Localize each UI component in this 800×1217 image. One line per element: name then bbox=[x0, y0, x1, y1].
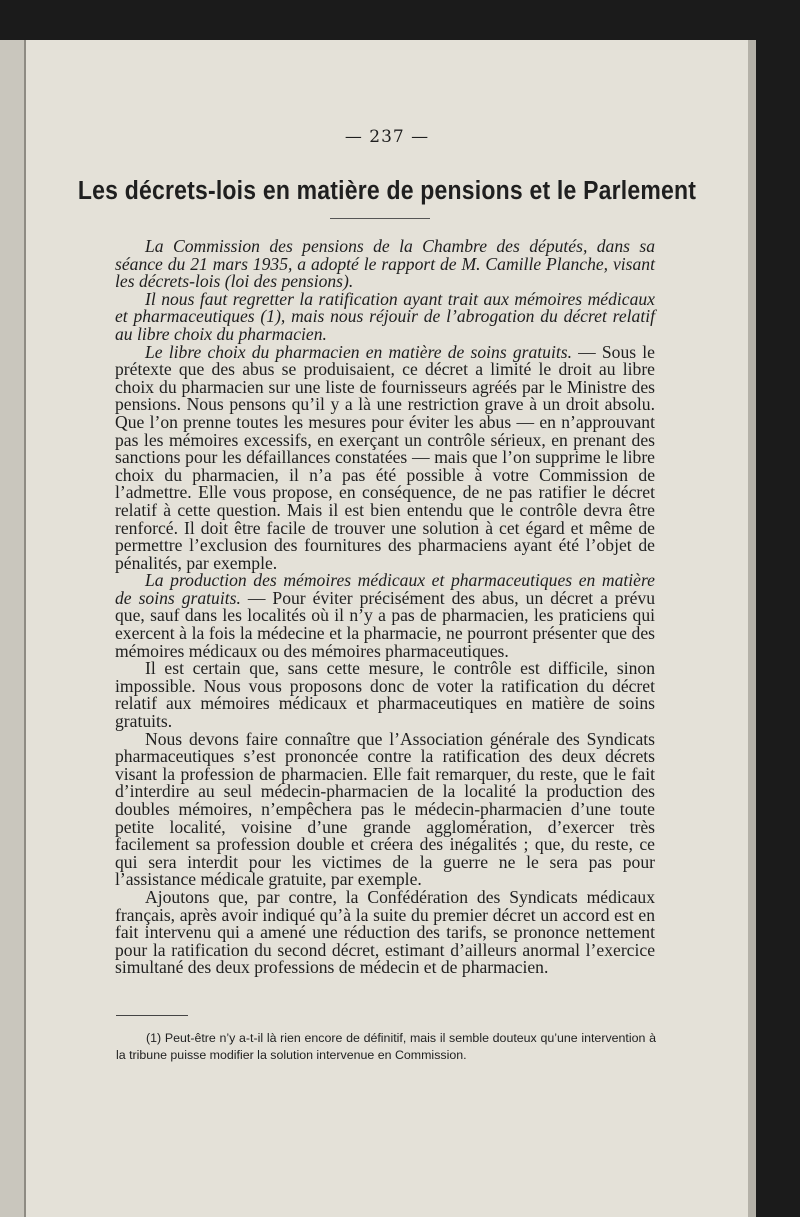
paragraph bbox=[115, 660, 655, 730]
page-edge bbox=[748, 40, 756, 1217]
paragraph bbox=[115, 572, 655, 660]
paragraph bbox=[115, 728, 655, 890]
article-body bbox=[115, 238, 655, 977]
section-heading: La production des mémoires médicaux et pharmaceutiques en matière de soins gratuits. bbox=[115, 570, 655, 608]
facing-page-edge bbox=[0, 40, 26, 1217]
title-divider bbox=[330, 218, 430, 219]
document-page bbox=[26, 40, 748, 1217]
paragraph-text: Ajoutons que, par contre, la Confédération des Syndicats médicaux français, après avoir indiqué qu’à la suite du premier décret un accord est en fait intervenu qui a amené une réduction des tarifs, se prononce nettement pour la ratification du second décret, estimant d’ailleurs anormal l’exercice simultané des deux professions de médecin et de pharmacien. bbox=[115, 886, 655, 978]
footnote-divider bbox=[116, 1015, 188, 1016]
page-number: — 237 — bbox=[344, 127, 430, 147]
paragraph bbox=[115, 341, 655, 573]
page-title: Les décrets-lois en matière de pensions et le Parlement bbox=[77, 175, 697, 205]
section-heading: Le libre choix du pharmacien en matière de soins gratuits. bbox=[145, 341, 572, 362]
paragraph-text: La Commission des pensions de la Chambre des députés, dans sa séance du 21 mars 1935, a adopté le rapport de M. Camille Planche, visant les décrets-lois (loi des pensions). bbox=[115, 236, 655, 292]
paragraph-text: Il nous faut regretter la ratification ayant trait aux mémoires médicaux et pharmaceutiques (1), mais nous réjouir de l’abrogation du décret relatif au libre choix du pharmacien. bbox=[115, 288, 655, 344]
paragraph bbox=[115, 288, 655, 344]
footnote: (1) Peut-être n’y a-t-il là rien encore de définitif, mais il semble douteux qu’une intervention à la tribune puisse modifier la solution intervenue en Commission. bbox=[116, 1031, 656, 1062]
paragraph-text: Nous devons faire connaître que l’Association générale des Syndicats pharmaceutiques s’est prononcée contre la ratification des deux décrets visant la profession de pharmacien. Elle fait remarquer, du reste, que le fait d’interdire au seul médecin-pharmacien de la localité la production des doubles mémoires, n’empêchera pas le médecin-pharmacien d’une toute petite localité, voisine d’une grande agglomération, d’exercer très facilement sa profession double et créera des inégalités ; que, du reste, ce qui sera interdit pour les victimes de la guerre ne le sera pas pour l’assistance médicale gratuite, par exemple. bbox=[115, 728, 655, 890]
paragraph-text: — Pour éviter précisément des abus, un décret a prévu que, sauf dans les localités où il n’y a pas de pharmacien, les praticiens qui exercent à la fois la médecine et la pharmacie, ne pourront présenter que des mémoires médicaux ou des mémoires pharmaceutiques. bbox=[115, 587, 655, 661]
paragraph bbox=[115, 238, 655, 291]
paragraph-text: — Sous le prétexte que des abus se produisaient, ce décret a limité le droit au libre choix du pharmacien sur une liste de fournisseurs agréés par le Ministre des pensions. Nous pensons qu’il y a là une restriction grave à un droit absolu. Que l’on prenne toutes les mesures pour éviter les abus — en n’approuvant pas les mémoires excessifs, en exerçant un contrôle sérieux, en prenant des sanctions pour les défaillances constatées — mais que l’on supprime le libre choix du pharmacien, il n’a pas été possible à votre Commission de l’admettre. Elle vous propose, en conséquence, de ne pas ratifier le décret relatif à cette question. Mais il est bien entendu que le contrôle devra être renforcé. Il doit être facile de trouver une solution à cet égard et même de permettre l’exclusion des fournitures des pharmaciens ayant été l’objet de pénalités, par exemple. bbox=[115, 341, 655, 573]
paragraph-text: Il est certain que, sans cette mesure, le contrôle est difficile, sinon impossible. Nous vous proposons donc de voter la ratification du décret relatif aux mémoires médicaux et pharmaceutiques en matière de soins gratuits. bbox=[115, 658, 655, 732]
paragraph bbox=[115, 886, 655, 978]
